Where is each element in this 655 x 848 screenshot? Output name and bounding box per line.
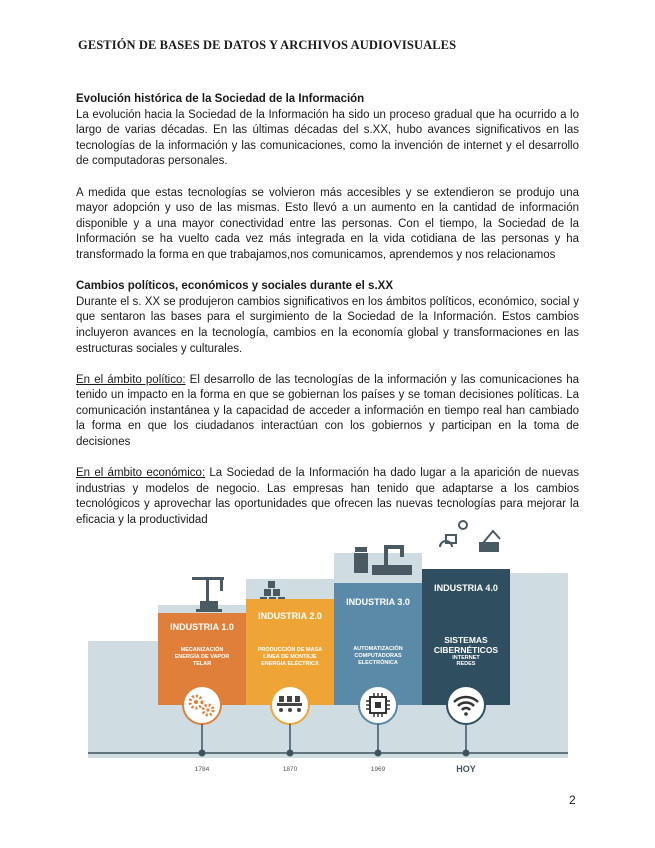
timeline-year: 1784 [194,766,210,773]
paragraph: Durante el s. XX se produjeron cambios significativos en los ámbitos políticos, económico, social y que sentaron las bases para el surgimiento de la Sociedad de la Información. Estos cambios incluyeron avances en la tecnología, cambios en la economía global y transformaciones en las estructuras sociales y culturales. [76,295,579,355]
stage-line: ENERGÍA ELÉCTRICA [261,661,319,667]
industry-infographic [88,513,568,783]
timeline-node [287,750,294,757]
stage-title: INDUSTRIA 3.0 [346,597,410,607]
timeline-node [463,750,470,757]
stage-big-line: SISTEMAS [444,635,488,645]
stage-title: INDUSTRIA 2.0 [258,611,322,621]
timeline-year: 1870 [282,766,298,773]
stage-title: INDUSTRIA 4.0 [434,583,498,593]
document-body [76,92,579,529]
stage-line: ENERGÍA DE VAPOR [174,654,230,660]
stage-line: COMPUTADORAS [354,653,402,659]
paragraph: La evolución hacia la Sociedad de la Información ha sido un proceso gradual que ha ocurrido a lo largo de varias décadas. En las últimas décadas del s.XX, hubo avances significativos en las tecnologías de la información y las comunicaciones, como la invención de internet y el desarrollo de computadoras personales. [76,108,579,168]
stage-line: ELECTRÓNICA [358,660,398,666]
conveyor-icon [271,686,309,724]
section-heading: Evolución histórica de la Sociedad de la Información [76,93,365,105]
stage-big-line: CIBERNÉTICOS [433,645,499,655]
stage-line: AUTOMATIZACIÓN [353,646,403,652]
stage-line: PRODUCCIÓN DE MASA [257,647,323,653]
paragraph-politico [76,373,579,451]
timeline-year: 1969 [370,766,386,773]
chip-icon [359,686,397,724]
timeline-node [375,750,382,757]
smart-factory-icon [440,521,500,551]
stage-line: TELAR [192,661,212,667]
stage-line: LÍNEA DE MONTAJE [263,654,317,660]
gears-icon [183,686,221,724]
stage-line: MECANIZACIÓN [180,647,224,653]
timeline-node [199,750,206,757]
document-header: GESTIÓN DE BASES DE DATOS Y ARCHIVOS AUDIOVISUALES [78,38,457,52]
page-number: 2 [569,793,576,807]
stage-title: INDUSTRIA 1.0 [170,622,234,632]
paragraph: A medida que estas tecnologías se volvieron más accesibles y se extendieron se produjo una mayor adopción y uso de las mismas. Esto llevó a un aumento en la cantidad de información disponible y a una mayor conectividad entre las personas. Con el tiempo, la Sociedad de la Información se ha vuelto cada vez más integrada en la vida cotidiana de las personas y ha transformado la forma en que trabajamos,nos comunicamos, aprendemos y nos relacionamos [76,186,579,261]
stage-line: REDES [456,661,476,667]
timeline-year: HOY [456,764,476,774]
underlined-label: En el ámbito político: [76,373,186,386]
section-heading: Cambios políticos, económicos y sociales durante el s.XX [76,280,393,293]
paragraph-text: La Sociedad de la Información ha dado lugar a la aparición de nuevas industrias y modelos de negocio. Las empresas han tenido que adaptarse a los cambios tecnológicos y aprovechar las oportunidades que ofrecen las nuevas tecnologías para mejorar la eficacia y la productividad [76,467,579,527]
underlined-label: En el ámbito económico: [76,467,206,480]
paragraph-text: El desarrollo de las tecnologías de la información y las comunicaciones ha tenido un impacto en la forma en que se gobiernan los países y se toman decisiones políticas. La comunicación instantánea y la capacidad de acceder a información en tiempo real han cambiado la forma en que los ciudadanos interactúan con los gobiernos y participan en la toma de decisiones [76,373,579,449]
stage-line: INTERNET [452,655,480,661]
wifi-icon [447,686,485,724]
